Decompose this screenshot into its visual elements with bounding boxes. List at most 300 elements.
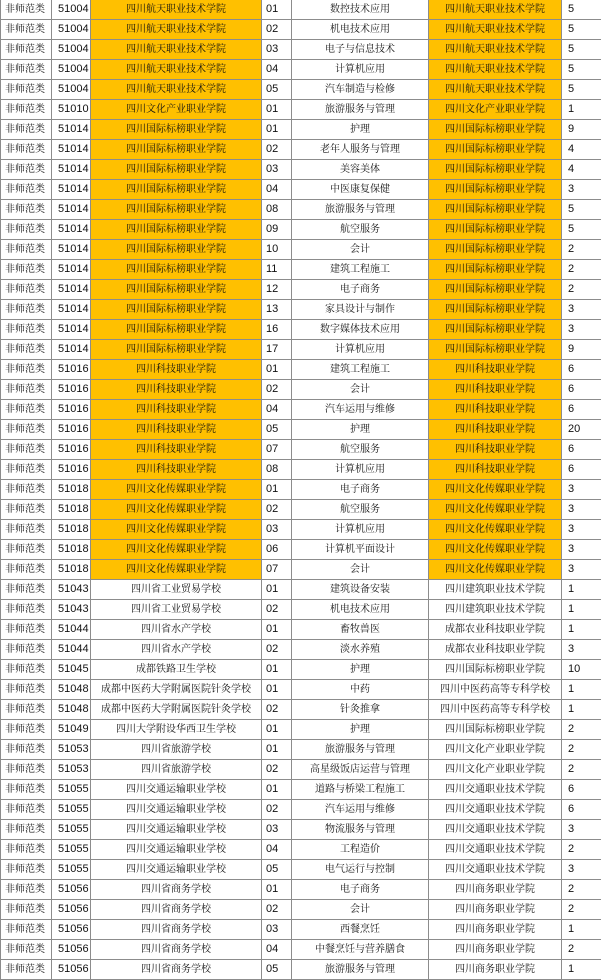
target-school-cell: 四川文化传媒职业学院 [429,520,562,540]
table-row [1,820,601,840]
school-code-cell: 51014 [52,280,91,300]
major-code-cell: 04 [262,180,292,200]
quota-cell: 3 [562,500,601,520]
school-name-cell: 四川交通运输职业学校 [91,860,262,880]
major-name-cell: 护理 [292,120,429,140]
target-school-cell: 四川航天职业技术学院 [429,20,562,40]
major-name-cell: 道路与桥梁工程施工 [292,780,429,800]
major-code-cell: 02 [262,140,292,160]
table-row [1,520,601,540]
major-code-cell: 05 [262,860,292,880]
category-cell: 非师范类 [1,40,52,60]
major-name-cell: 汽车运用与维修 [292,800,429,820]
school-code-cell: 51014 [52,160,91,180]
target-school-cell: 四川航天职业技术学院 [429,60,562,80]
category-cell: 非师范类 [1,380,52,400]
school-code-cell: 51004 [52,80,91,100]
table-row [1,780,601,800]
major-name-cell: 家具设计与制作 [292,300,429,320]
quota-cell: 5 [562,0,601,20]
school-name-cell: 四川国际标榜职业学院 [91,260,262,280]
school-code-cell: 51056 [52,900,91,920]
target-school-cell: 四川国际标榜职业学院 [429,140,562,160]
school-name-cell: 四川省旅游学校 [91,740,262,760]
target-school-cell: 四川国际标榜职业学院 [429,120,562,140]
table-row [1,320,601,340]
quota-cell: 2 [562,280,601,300]
quota-cell: 3 [562,860,601,880]
school-code-cell: 51055 [52,860,91,880]
major-name-cell: 西餐烹饪 [292,920,429,940]
major-code-cell: 03 [262,520,292,540]
quota-cell: 2 [562,880,601,900]
school-code-cell: 51018 [52,520,91,540]
table-row [1,0,601,20]
quota-cell: 9 [562,340,601,360]
quota-cell: 3 [562,480,601,500]
major-name-cell: 淡水养殖 [292,640,429,660]
major-code-cell: 02 [262,380,292,400]
category-cell: 非师范类 [1,20,52,40]
major-name-cell: 汽车运用与维修 [292,400,429,420]
major-code-cell: 04 [262,60,292,80]
category-cell: 非师范类 [1,820,52,840]
major-name-cell: 工程造价 [292,840,429,860]
major-name-cell: 电子商务 [292,880,429,900]
school-name-cell: 四川省商务学校 [91,920,262,940]
category-cell: 非师范类 [1,780,52,800]
major-code-cell: 10 [262,240,292,260]
target-school-cell: 四川国际标榜职业学院 [429,340,562,360]
category-cell: 非师范类 [1,620,52,640]
school-code-cell: 51018 [52,480,91,500]
major-name-cell: 针灸推拿 [292,700,429,720]
school-code-cell: 51004 [52,0,91,20]
quota-cell: 6 [562,780,601,800]
major-name-cell: 会计 [292,900,429,920]
target-school-cell: 四川商务职业学院 [429,880,562,900]
school-code-cell: 51016 [52,380,91,400]
table-row [1,540,601,560]
target-school-cell: 四川文化传媒职业学院 [429,560,562,580]
table-row [1,240,601,260]
school-name-cell: 四川省商务学校 [91,940,262,960]
category-cell: 非师范类 [1,480,52,500]
target-school-cell: 四川科技职业学院 [429,400,562,420]
category-cell: 非师范类 [1,520,52,540]
quota-cell: 4 [562,160,601,180]
major-name-cell: 中医康复保健 [292,180,429,200]
school-name-cell: 四川航天职业技术学院 [91,40,262,60]
school-code-cell: 51056 [52,920,91,940]
target-school-cell: 四川国际标榜职业学院 [429,260,562,280]
target-school-cell: 四川交通职业技术学院 [429,840,562,860]
table-row [1,60,601,80]
target-school-cell: 四川国际标榜职业学院 [429,220,562,240]
major-code-cell: 16 [262,320,292,340]
school-name-cell: 四川大学附设华西卫生学校 [91,720,262,740]
major-code-cell: 01 [262,360,292,380]
school-name-cell: 四川科技职业学院 [91,440,262,460]
target-school-cell: 四川交通职业技术学院 [429,800,562,820]
major-name-cell: 畜牧兽医 [292,620,429,640]
major-name-cell: 物流服务与管理 [292,820,429,840]
category-cell: 非师范类 [1,840,52,860]
school-code-cell: 51018 [52,560,91,580]
school-code-cell: 51016 [52,420,91,440]
major-name-cell: 美容美体 [292,160,429,180]
target-school-cell: 四川科技职业学院 [429,420,562,440]
school-name-cell: 四川省水产学校 [91,620,262,640]
table-row [1,640,601,660]
school-code-cell: 51056 [52,880,91,900]
category-cell: 非师范类 [1,760,52,780]
school-code-cell: 51043 [52,580,91,600]
target-school-cell: 四川商务职业学院 [429,900,562,920]
major-name-cell: 电子商务 [292,280,429,300]
category-cell: 非师范类 [1,940,52,960]
major-name-cell: 建筑工程施工 [292,360,429,380]
table-row [1,180,601,200]
category-cell: 非师范类 [1,880,52,900]
school-code-cell: 51056 [52,960,91,980]
major-name-cell: 计算机平面设计 [292,540,429,560]
school-name-cell: 四川科技职业学院 [91,400,262,420]
school-name-cell: 四川科技职业学院 [91,460,262,480]
school-name-cell: 四川省工业贸易学校 [91,580,262,600]
quota-cell: 1 [562,580,601,600]
major-name-cell: 建筑工程施工 [292,260,429,280]
category-cell: 非师范类 [1,60,52,80]
major-name-cell: 护理 [292,720,429,740]
major-code-cell: 01 [262,100,292,120]
school-name-cell: 四川国际标榜职业学院 [91,340,262,360]
major-code-cell: 01 [262,780,292,800]
school-name-cell: 四川国际标榜职业学院 [91,140,262,160]
quota-cell: 1 [562,920,601,940]
table-row [1,340,601,360]
school-name-cell: 四川文化产业职业学院 [91,100,262,120]
target-school-cell: 四川建筑职业技术学院 [429,600,562,620]
category-cell: 非师范类 [1,180,52,200]
school-name-cell: 四川国际标榜职业学院 [91,160,262,180]
major-code-cell: 11 [262,260,292,280]
school-name-cell: 四川省旅游学校 [91,760,262,780]
table-row [1,160,601,180]
table-row [1,360,601,380]
table-body [1,0,601,980]
table-row [1,900,601,920]
school-code-cell: 51014 [52,180,91,200]
table-row [1,220,601,240]
category-cell: 非师范类 [1,220,52,240]
quota-cell: 6 [562,440,601,460]
school-code-cell: 51014 [52,140,91,160]
target-school-cell: 四川科技职业学院 [429,360,562,380]
major-name-cell: 数控技术应用 [292,0,429,20]
major-name-cell: 旅游服务与管理 [292,200,429,220]
target-school-cell: 四川商务职业学院 [429,940,562,960]
table-row [1,840,601,860]
target-school-cell: 四川交通职业技术学院 [429,820,562,840]
major-code-cell: 01 [262,580,292,600]
quota-cell: 3 [562,300,601,320]
major-code-cell: 01 [262,480,292,500]
major-code-cell: 05 [262,420,292,440]
school-code-cell: 51014 [52,260,91,280]
major-code-cell: 03 [262,920,292,940]
quota-cell: 9 [562,120,601,140]
school-code-cell: 51016 [52,360,91,380]
school-name-cell: 四川国际标榜职业学院 [91,200,262,220]
quota-cell: 20 [562,420,601,440]
category-cell: 非师范类 [1,0,52,20]
category-cell: 非师范类 [1,600,52,620]
school-code-cell: 51016 [52,400,91,420]
school-name-cell: 四川省商务学校 [91,880,262,900]
school-code-cell: 51055 [52,780,91,800]
major-code-cell: 02 [262,700,292,720]
category-cell: 非师范类 [1,680,52,700]
school-code-cell: 51053 [52,760,91,780]
major-name-cell: 航空服务 [292,220,429,240]
quota-cell: 6 [562,460,601,480]
major-code-cell: 04 [262,400,292,420]
school-name-cell: 四川文化传媒职业学院 [91,480,262,500]
school-name-cell: 四川科技职业学院 [91,420,262,440]
school-name-cell: 四川科技职业学院 [91,380,262,400]
school-code-cell: 51055 [52,840,91,860]
target-school-cell: 四川商务职业学院 [429,960,562,980]
major-code-cell: 02 [262,760,292,780]
school-name-cell: 四川省水产学校 [91,640,262,660]
school-code-cell: 51053 [52,740,91,760]
category-cell: 非师范类 [1,700,52,720]
major-code-cell: 01 [262,720,292,740]
major-code-cell: 02 [262,500,292,520]
major-code-cell: 04 [262,840,292,860]
quota-cell: 2 [562,840,601,860]
major-name-cell: 电子与信息技术 [292,40,429,60]
table-row [1,480,601,500]
school-code-cell: 51014 [52,320,91,340]
quota-cell: 3 [562,820,601,840]
school-name-cell: 四川国际标榜职业学院 [91,120,262,140]
major-code-cell: 02 [262,600,292,620]
school-code-cell: 51016 [52,440,91,460]
school-code-cell: 51004 [52,20,91,40]
school-code-cell: 51048 [52,700,91,720]
category-cell: 非师范类 [1,360,52,380]
target-school-cell: 四川科技职业学院 [429,460,562,480]
category-cell: 非师范类 [1,800,52,820]
school-name-cell: 四川交通运输职业学校 [91,800,262,820]
category-cell: 非师范类 [1,740,52,760]
major-code-cell: 01 [262,680,292,700]
major-name-cell: 电气运行与控制 [292,860,429,880]
school-name-cell: 四川交通运输职业学校 [91,820,262,840]
major-name-cell: 旅游服务与管理 [292,960,429,980]
table-row [1,960,601,980]
target-school-cell: 四川国际标榜职业学院 [429,240,562,260]
quota-cell: 6 [562,380,601,400]
major-name-cell: 数字媒体技术应用 [292,320,429,340]
table-row [1,100,601,120]
category-cell: 非师范类 [1,900,52,920]
table-row [1,720,601,740]
school-name-cell: 四川航天职业技术学院 [91,20,262,40]
table-row [1,440,601,460]
major-code-cell: 01 [262,0,292,20]
quota-cell: 4 [562,140,601,160]
target-school-cell: 四川科技职业学院 [429,380,562,400]
school-name-cell: 四川科技职业学院 [91,360,262,380]
target-school-cell: 四川国际标榜职业学院 [429,200,562,220]
school-code-cell: 51044 [52,620,91,640]
school-name-cell: 四川文化传媒职业学院 [91,500,262,520]
major-code-cell: 06 [262,540,292,560]
quota-cell: 5 [562,220,601,240]
school-name-cell: 四川航天职业技术学院 [91,80,262,100]
table-row [1,420,601,440]
quota-cell: 1 [562,620,601,640]
target-school-cell: 四川文化产业职业学院 [429,100,562,120]
school-code-cell: 51004 [52,60,91,80]
major-name-cell: 建筑设备安装 [292,580,429,600]
quota-cell: 10 [562,660,601,680]
major-name-cell: 计算机应用 [292,520,429,540]
major-name-cell: 航空服务 [292,440,429,460]
table-row [1,860,601,880]
table-row [1,200,601,220]
major-code-cell: 02 [262,800,292,820]
category-cell: 非师范类 [1,660,52,680]
category-cell: 非师范类 [1,640,52,660]
school-code-cell: 51014 [52,240,91,260]
major-code-cell: 07 [262,440,292,460]
quota-cell: 2 [562,720,601,740]
school-code-cell: 51014 [52,120,91,140]
table-row [1,940,601,960]
school-name-cell: 四川国际标榜职业学院 [91,240,262,260]
category-cell: 非师范类 [1,340,52,360]
school-code-cell: 51044 [52,640,91,660]
school-name-cell: 四川省工业贸易学校 [91,600,262,620]
quota-cell: 2 [562,940,601,960]
table-row [1,740,601,760]
school-name-cell: 四川交通运输职业学校 [91,780,262,800]
category-cell: 非师范类 [1,460,52,480]
category-cell: 非师范类 [1,260,52,280]
major-code-cell: 01 [262,880,292,900]
category-cell: 非师范类 [1,960,52,980]
category-cell: 非师范类 [1,120,52,140]
quota-cell: 5 [562,60,601,80]
school-name-cell: 四川省商务学校 [91,960,262,980]
table-row [1,280,601,300]
major-name-cell: 机电技术应用 [292,20,429,40]
major-code-cell: 03 [262,820,292,840]
table-row [1,620,601,640]
school-code-cell: 51014 [52,200,91,220]
major-name-cell: 护理 [292,660,429,680]
major-code-cell: 01 [262,120,292,140]
school-name-cell: 四川文化传媒职业学院 [91,540,262,560]
school-name-cell: 成都中医药大学附属医院针灸学校 [91,680,262,700]
category-cell: 非师范类 [1,540,52,560]
major-name-cell: 中药 [292,680,429,700]
category-cell: 非师范类 [1,240,52,260]
major-code-cell: 12 [262,280,292,300]
table-row [1,300,601,320]
school-name-cell: 四川国际标榜职业学院 [91,280,262,300]
target-school-cell: 成都农业科技职业学院 [429,620,562,640]
target-school-cell: 四川国际标榜职业学院 [429,660,562,680]
category-cell: 非师范类 [1,720,52,740]
quota-cell: 3 [562,520,601,540]
school-code-cell: 51048 [52,680,91,700]
major-name-cell: 计算机应用 [292,340,429,360]
category-cell: 非师范类 [1,400,52,420]
major-code-cell: 03 [262,160,292,180]
quota-cell: 5 [562,40,601,60]
major-code-cell: 08 [262,460,292,480]
target-school-cell: 四川国际标榜职业学院 [429,300,562,320]
target-school-cell: 四川科技职业学院 [429,440,562,460]
quota-cell: 5 [562,200,601,220]
table-row [1,380,601,400]
target-school-cell: 四川航天职业技术学院 [429,0,562,20]
major-name-cell: 护理 [292,420,429,440]
school-code-cell: 51014 [52,340,91,360]
target-school-cell: 四川文化产业职业学院 [429,740,562,760]
category-cell: 非师范类 [1,920,52,940]
major-name-cell: 计算机应用 [292,460,429,480]
quota-cell: 3 [562,180,601,200]
target-school-cell: 四川国际标榜职业学院 [429,320,562,340]
school-name-cell: 四川文化传媒职业学院 [91,560,262,580]
major-code-cell: 08 [262,200,292,220]
category-cell: 非师范类 [1,500,52,520]
major-code-cell: 05 [262,960,292,980]
table-row [1,920,601,940]
quota-cell: 1 [562,960,601,980]
major-code-cell: 07 [262,560,292,580]
school-code-cell: 51010 [52,100,91,120]
target-school-cell: 四川交通职业技术学院 [429,780,562,800]
major-code-cell: 01 [262,660,292,680]
table-row [1,760,601,780]
target-school-cell: 四川文化传媒职业学院 [429,540,562,560]
target-school-cell: 四川航天职业技术学院 [429,80,562,100]
quota-cell: 3 [562,560,601,580]
school-name-cell: 四川国际标榜职业学院 [91,180,262,200]
school-code-cell: 51049 [52,720,91,740]
major-code-cell: 02 [262,640,292,660]
major-name-cell: 旅游服务与管理 [292,740,429,760]
table-row [1,680,601,700]
target-school-cell: 四川建筑职业技术学院 [429,580,562,600]
quota-cell: 6 [562,400,601,420]
target-school-cell: 四川国际标榜职业学院 [429,160,562,180]
table-row [1,660,601,680]
major-name-cell: 会计 [292,560,429,580]
major-code-cell: 01 [262,740,292,760]
major-code-cell: 02 [262,900,292,920]
target-school-cell: 四川国际标榜职业学院 [429,720,562,740]
major-code-cell: 04 [262,940,292,960]
quota-cell: 1 [562,680,601,700]
